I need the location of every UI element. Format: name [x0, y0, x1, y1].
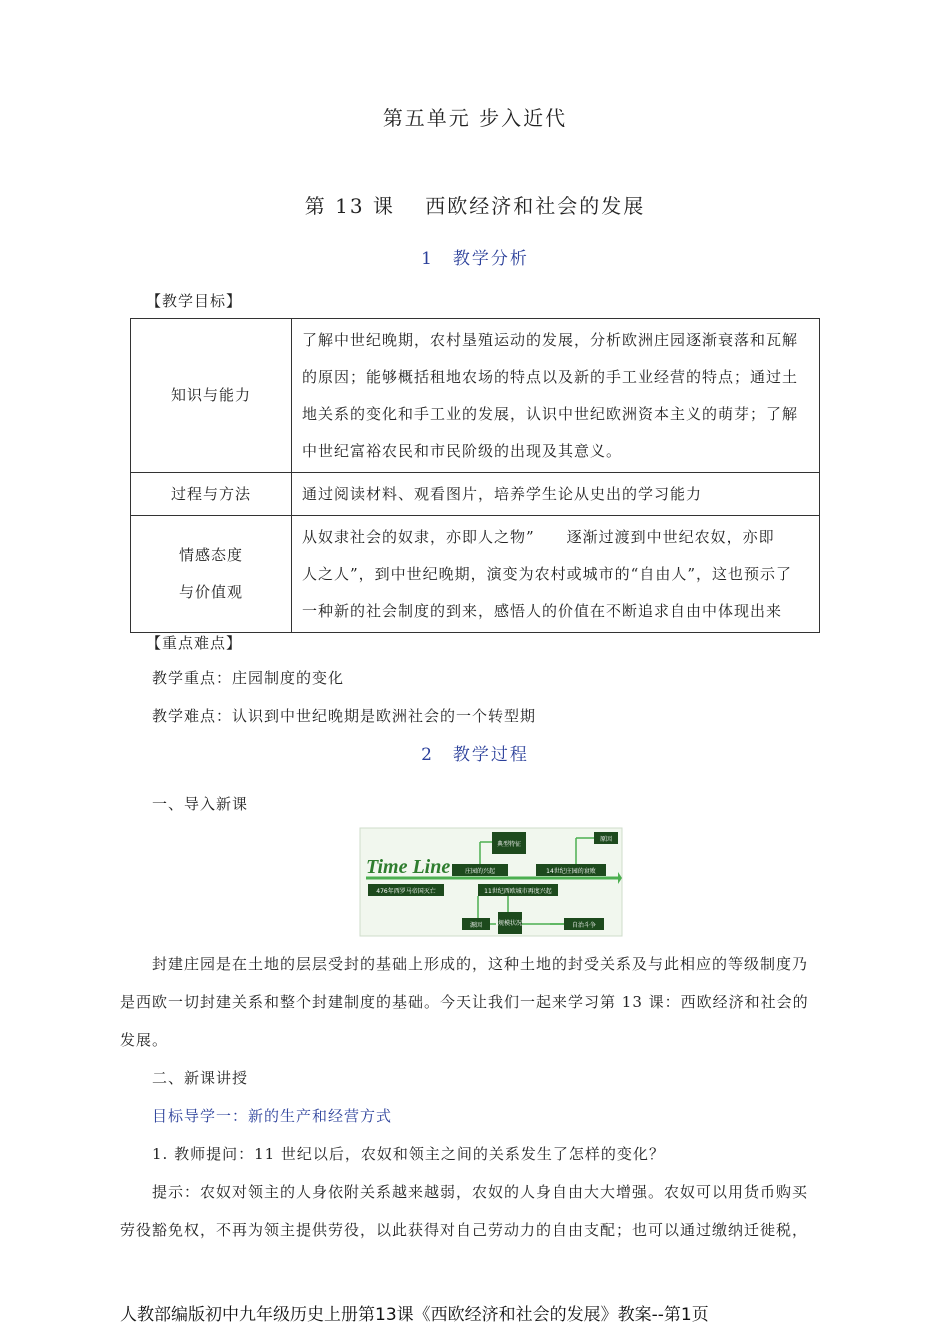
svg-text:原因: 原因	[599, 836, 613, 843]
svg-text:庄园的兴起: 庄园的兴起	[464, 868, 496, 875]
hint-line-2: 劳役豁免权，不再为领主提供劳役，以此获得对自己劳动力的自由支配；也可以通过缴纳迁徙税，	[120, 1221, 809, 1239]
goal-line: 人之人”，到中世纪晚期，演变为农村或城市的“自由人”，这也预示了	[302, 565, 793, 583]
svg-text:规模状况: 规模状况	[497, 920, 523, 927]
goal-guide-1: 目标导学一：新的生产和经营方式	[152, 1107, 393, 1125]
goal-line: 的原因；能够概括租地农场的特点以及新的手工业经营的特点；通过土	[302, 368, 799, 386]
goal-line: 地关系的变化和手工业的发展，认识中世纪欧洲资本主义的萌芽；了解	[302, 405, 799, 423]
new-lesson-heading: 二、新课讲授	[152, 1069, 249, 1087]
intro-paragraph-line-2: 是西欧一切封建关系和整个封建制度的基础。今天让我们一起来学习第 13 课：西欧经济和社会的	[120, 993, 809, 1011]
table-row	[131, 319, 820, 473]
table-row	[131, 473, 820, 516]
key-point: 教学重点：庄园制度的变化	[152, 669, 345, 687]
svg-text:11世纪西欧城市再度兴起: 11世纪西欧城市再度兴起	[484, 888, 552, 895]
section-title-analysis: 1 教学分析	[421, 249, 529, 269]
difficult-point: 教学难点：认识到中世纪晚期是欧洲社会的一个转型期	[152, 707, 537, 725]
svg-text:典型特征: 典型特征	[496, 841, 522, 848]
hint-line-1: 提示：农奴对领主的人身依附关系越来越弱，农奴的人身自由大大增强。农奴可以用货币购买	[152, 1183, 809, 1201]
goals-label: 【教学目标】	[146, 292, 243, 310]
intro-heading: 一、导入新课	[152, 795, 249, 813]
goal-line: 一种新的社会制度的到来，感悟人的价值在不断追求自由中体现出来	[302, 602, 783, 620]
svg-text:476年西罗马帝国灭亡: 476年西罗马帝国灭亡	[376, 888, 436, 895]
goal-line: 从奴隶社会的奴隶，亦即人之物” 逐渐过渡到中世纪农奴，亦即	[302, 528, 775, 546]
key-points-label: 【重点难点】	[146, 634, 243, 652]
timeline-figure	[360, 828, 622, 936]
goal-line: 中世纪富裕农民和市民阶级的出现及其意义。	[302, 442, 623, 460]
intro-paragraph-line-1: 封建庄园是在土地的层层受封的基础上形成的，这种土地的封受关系及与此相应的等级制度乃	[152, 955, 809, 973]
lesson-title: 第 13 课 西欧经济和社会的发展	[304, 194, 646, 218]
goal-value	[292, 516, 820, 633]
goal-key-line: 情感态度	[178, 546, 243, 564]
unit-title: 第五单元 步入近代	[382, 106, 568, 130]
goal-value	[292, 319, 820, 473]
goal-line: 了解中世纪晚期，农村垦殖运动的发展，分析欧洲庄园逐渐衰落和瓦解	[302, 331, 799, 349]
goal-key: 过程与方法	[131, 473, 292, 516]
goal-line: 通过阅读材料、观看图片，培养学生论从史出的学习能力	[302, 485, 703, 503]
page-footer: 人教部编版初中九年级历史上册第13课《西欧经济和社会的发展》教案--第1页	[120, 1305, 709, 1325]
svg-text:14世纪庄园的衰败: 14世纪庄园的衰败	[546, 868, 596, 875]
goal-key	[131, 516, 292, 633]
svg-text:自治斗争: 自治斗争	[571, 922, 597, 929]
timeline-title: Time Line	[366, 856, 451, 878]
goals-table	[130, 318, 820, 633]
intro-paragraph-line-3: 发展。	[120, 1031, 169, 1049]
svg-text:源因: 源因	[469, 922, 483, 929]
section-title-process: 2 教学过程	[421, 745, 529, 765]
goal-key: 知识与能力	[131, 319, 292, 473]
goal-key-line: 与价值观	[178, 583, 243, 601]
goal-value	[292, 473, 820, 516]
table-row	[131, 516, 820, 633]
teacher-question: 1. 教师提问：11 世纪以后，农奴和领主之间的关系发生了怎样的变化？	[152, 1145, 665, 1163]
